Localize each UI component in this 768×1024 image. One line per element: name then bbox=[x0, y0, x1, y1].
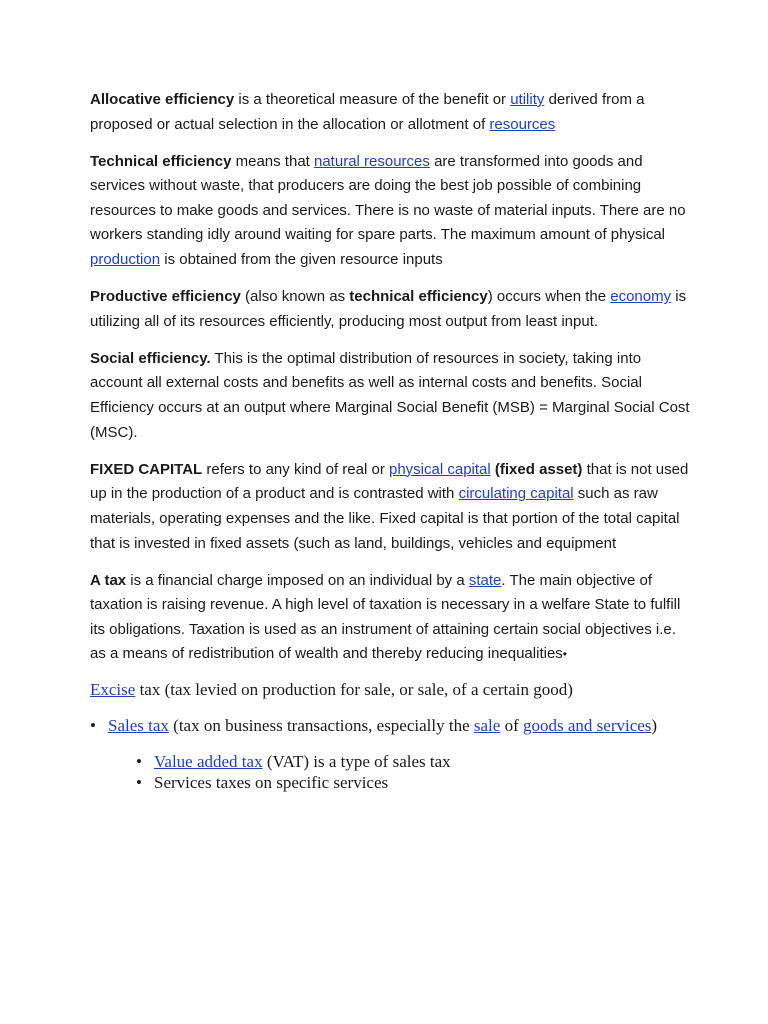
link-utility[interactable]: utility bbox=[510, 91, 545, 108]
link-economy[interactable]: economy bbox=[610, 288, 672, 306]
text: is utilizing all of its resources efficiently, producing most output from least input. bbox=[90, 288, 687, 330]
text: (also known as bbox=[240, 288, 350, 306]
text: such as raw materials, operating expenses and the like. Fixed capital is that portion of the total capital that is invested in fixed assets (such as land, buildings, vehicles and equipment bbox=[90, 485, 680, 552]
text: This is the optimal distribution of resources in society, taking into account all external costs and benefits as well as internal costs and benefits. Social Efficiency occurs at an output where Marginal Social Benefit (MSB) = Marginal Social Cost (MSC). bbox=[90, 349, 690, 441]
term-fixed-asset: (fixed asset) bbox=[494, 460, 583, 478]
paragraph-allocative-efficiency bbox=[90, 88, 690, 137]
term-productive-efficiency: Productive efficiency bbox=[90, 288, 241, 306]
link-excise[interactable]: Excise bbox=[90, 680, 136, 700]
link-goods-and-services[interactable]: goods and services bbox=[523, 716, 652, 736]
text: are transformed into goods and services without waste, that producers are doing the best job possible of combining resources to make goods and services. There is no waste of material inputs. There are no workers standing idly around waiting for spare parts. The maximum amount of physical bbox=[90, 152, 686, 244]
list-item-services-taxes bbox=[136, 772, 690, 793]
text: . The main objective of taxation is raising revenue. A high level of taxation is necessary in a welfare State to fulfill its obligations. Taxation is used as an instrument of attaining certain social objectives i.e. as a means of redistribution of wealth and thereby reducing inequalities bbox=[90, 571, 681, 663]
sales-tax-sublist bbox=[108, 751, 690, 793]
link-production[interactable]: production bbox=[90, 251, 161, 269]
term-a-tax: A tax bbox=[90, 571, 127, 589]
term-fixed-capital: FIXED CAPITAL bbox=[90, 460, 203, 478]
term-technical-efficiency-alt: technical efficiency bbox=[349, 288, 488, 306]
link-state[interactable]: state bbox=[468, 571, 502, 589]
text: tax (tax levied on production for sale, or sale, of a certain good) bbox=[135, 680, 573, 700]
link-sale[interactable]: sale bbox=[473, 716, 501, 736]
text: means that bbox=[231, 152, 314, 170]
text: derived from a proposed or actual selection in the allocation or allotment of bbox=[90, 91, 645, 133]
term-allocative-efficiency: Allocative efficiency bbox=[90, 91, 235, 108]
text: Services taxes on specific services bbox=[154, 773, 389, 793]
text: (VAT) is a type of sales tax bbox=[262, 752, 451, 772]
text: ) bbox=[651, 716, 658, 736]
list-item-vat bbox=[136, 751, 690, 772]
paragraph-technical-efficiency bbox=[90, 150, 690, 273]
text: refers to any kind of real or bbox=[202, 460, 389, 478]
text: is obtained from the given resource inputs bbox=[160, 251, 443, 269]
link-value-added-tax[interactable]: Value added tax bbox=[154, 752, 263, 772]
paragraph-fixed-capital bbox=[90, 458, 690, 556]
text: that is not used up in the production of a product and is contrasted with bbox=[90, 460, 689, 503]
text: of bbox=[500, 716, 523, 736]
link-sales-tax[interactable]: Sales tax bbox=[108, 716, 169, 736]
excise-line bbox=[90, 679, 690, 701]
text: (tax on business transactions, especially the bbox=[168, 716, 474, 736]
link-circulating-capital[interactable]: circulating capital bbox=[458, 485, 574, 503]
text: is a theoretical measure of the benefit or bbox=[234, 91, 511, 108]
paragraph-tax bbox=[90, 569, 690, 667]
link-physical-capital[interactable]: physical capital bbox=[389, 460, 491, 478]
tax-list bbox=[90, 715, 690, 793]
term-technical-efficiency: Technical efficiency bbox=[90, 152, 232, 170]
document-page bbox=[90, 88, 690, 805]
bullet-glyph: • bbox=[562, 647, 567, 662]
link-natural-resources[interactable]: natural resources bbox=[314, 152, 430, 170]
text: ) occurs when the bbox=[487, 288, 611, 306]
paragraph-productive-efficiency bbox=[90, 285, 690, 334]
term-social-efficiency: Social efficiency. bbox=[90, 349, 211, 367]
link-resources[interactable]: resources bbox=[489, 115, 556, 133]
text: is a financial charge imposed on an individual by a bbox=[126, 571, 469, 589]
list-item-sales-tax bbox=[90, 715, 690, 793]
paragraph-social-efficiency bbox=[90, 347, 690, 445]
